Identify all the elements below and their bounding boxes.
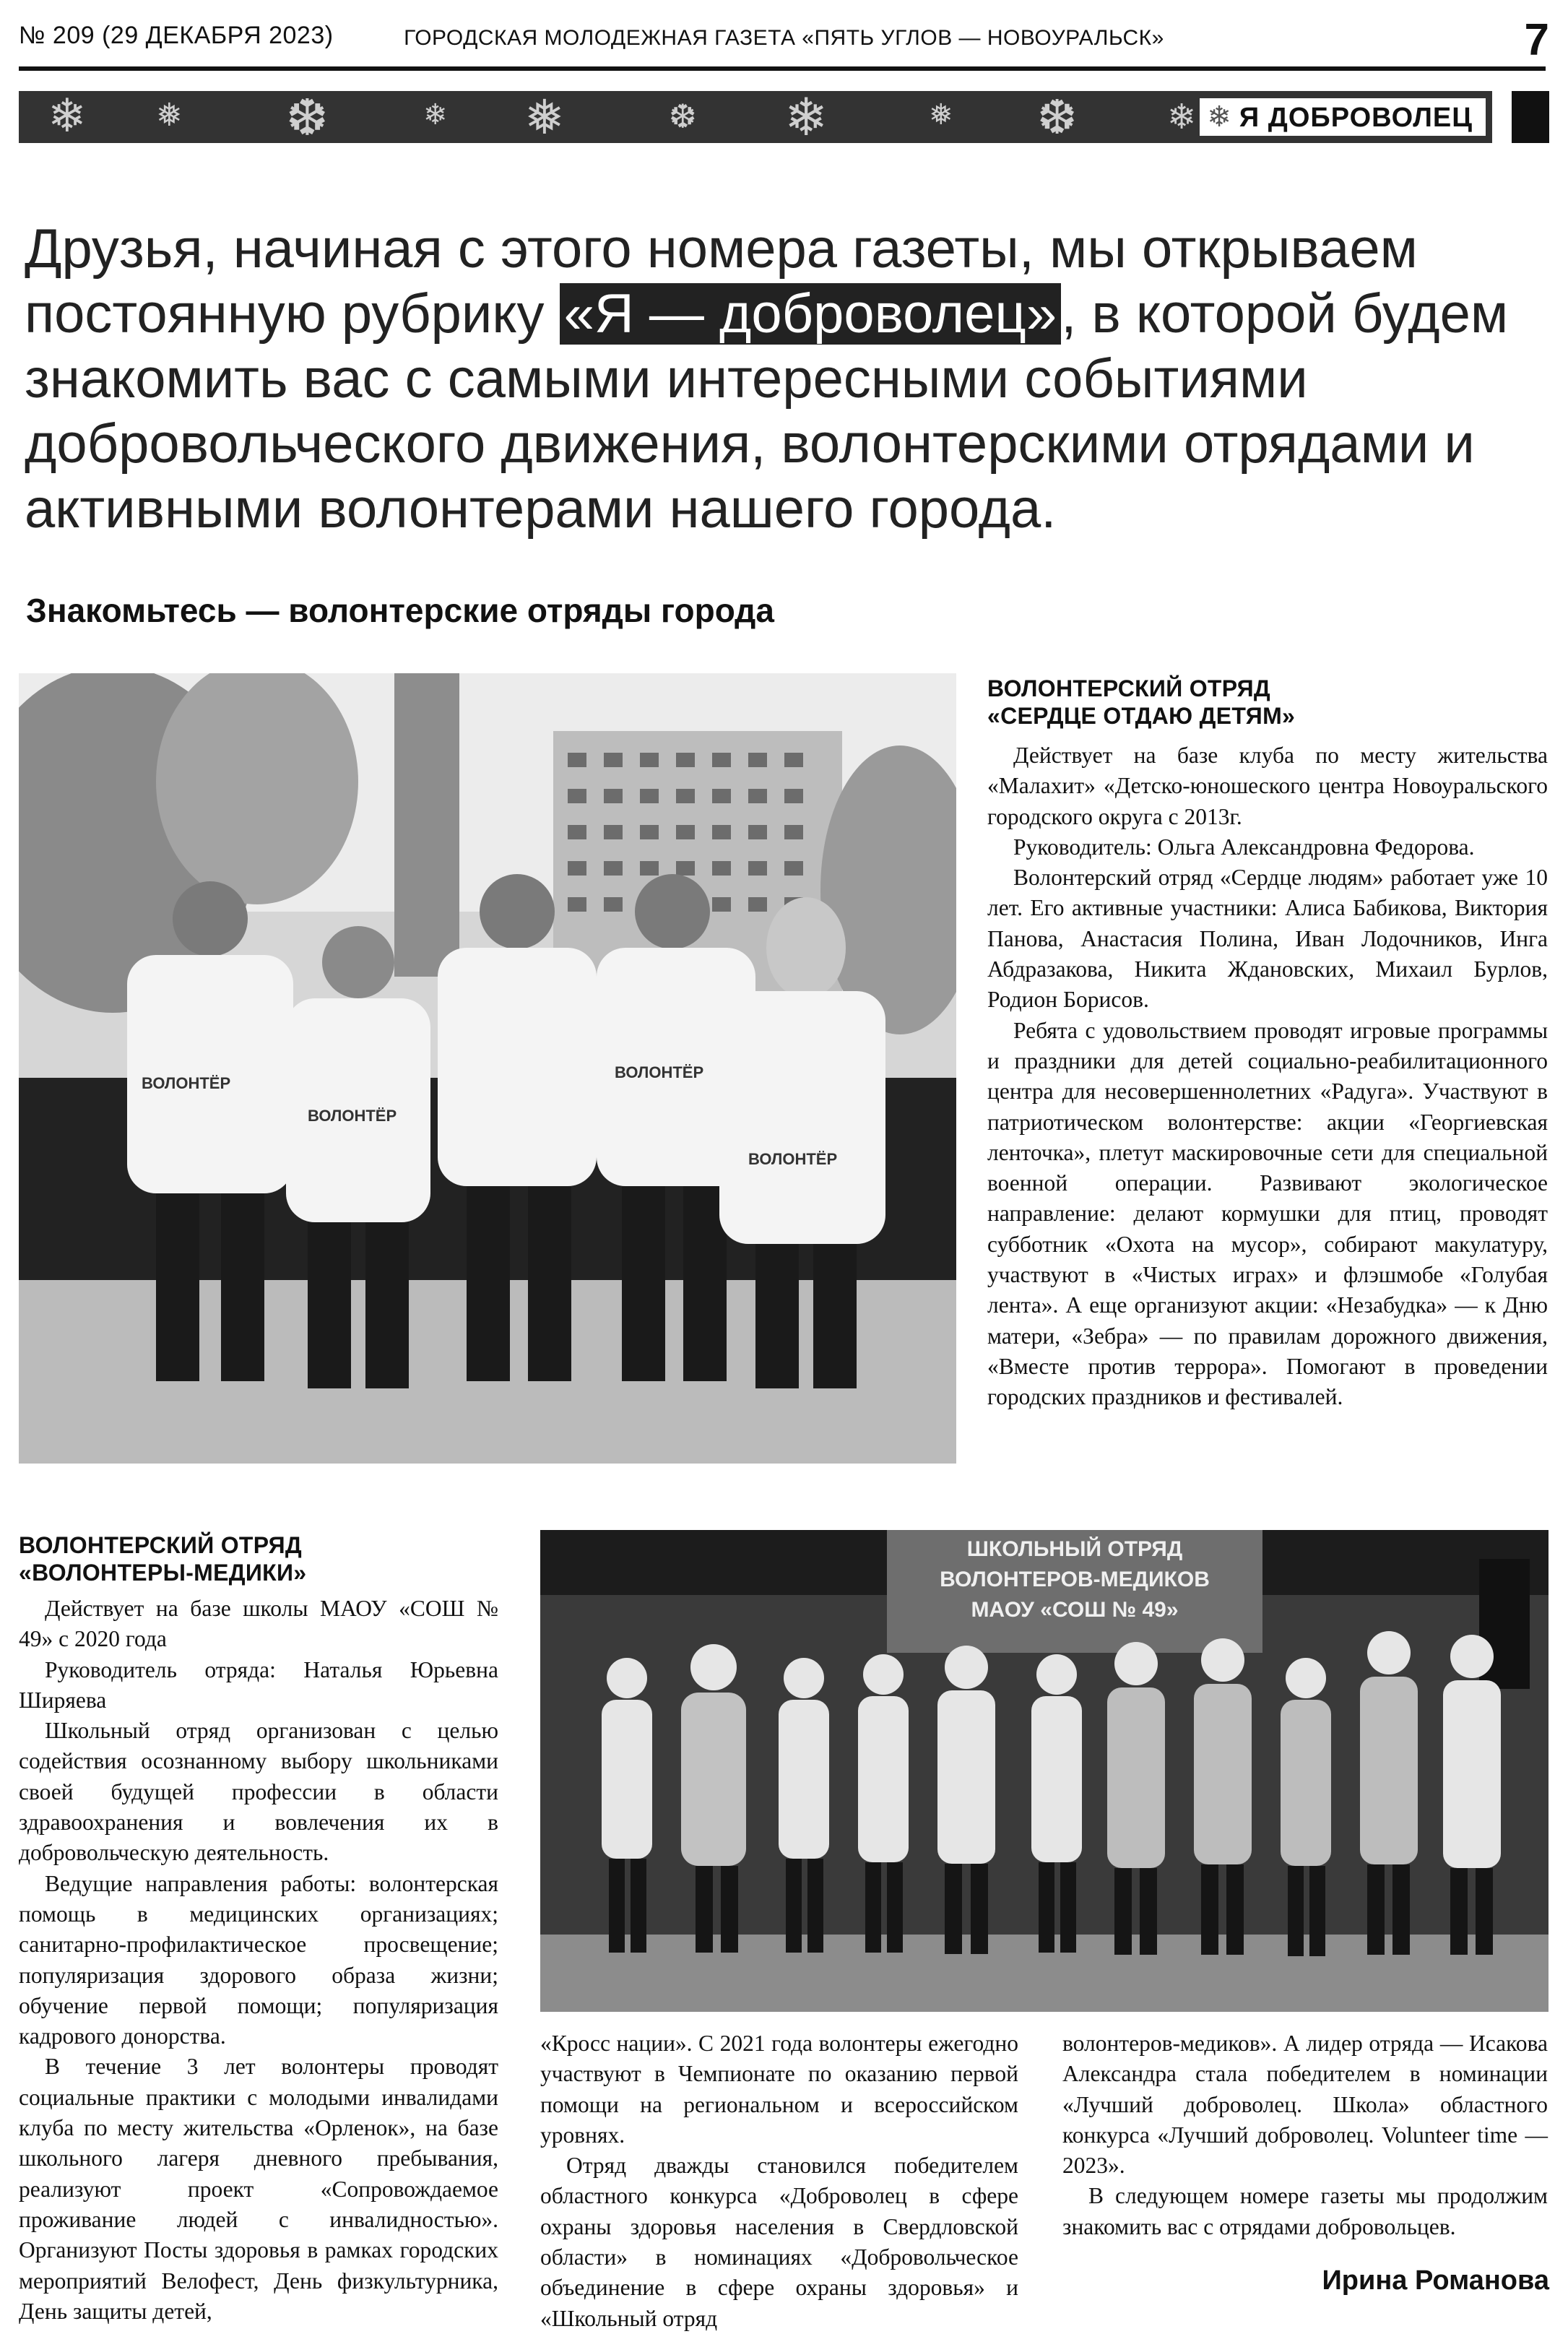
snowflake-icon: ❄ — [1207, 100, 1232, 134]
volunteers-photo-2 — [540, 1530, 1548, 2012]
section1-paragraph: Ребята с удовольствием проводят игровые программы и праздники для детей социально-реабилитационного центра для несовершеннолетних «Радуга». Участвуют в патриотическом волонтерстве: акции «Георгиевская ленточка», плетут маскировочные сети для специальной военной операции. Развивают экологическое направление: делают кормушки для птиц, проводят субботник «Охота на мусор», собирают макулатуру, участвуют в «Чистых играх» и флэшмобе «Голубая лента». А еще организуют акции: «Незабудка» — к Дню матери, «Зебра» — по правилам дорожного движения, «Вместе против террора». Помогают в проведении городских праздников и фестивалей. — [987, 1017, 1548, 1410]
volunteers-photo-1 — [19, 673, 956, 1464]
section2-heading-line1: ВОЛОНТЕРСКИЙ ОТРЯД — [19, 1532, 303, 1558]
banner-end-bar — [1512, 91, 1549, 143]
section1-heading-line2: «СЕРДЦЕ ОТДАЮ ДЕТЯМ» — [987, 703, 1296, 729]
snowflake-icon: ❄ — [784, 91, 828, 143]
vest-text: ВОЛОНТЁР — [142, 1074, 231, 1092]
section1-paragraph: Действует на базе клуба по месту жительства «Малахит» «Детско-юношеского центра Новоуральского городского округа с 2013г. — [987, 743, 1548, 829]
section2-col3-paragraph: В следующем номере газеты мы продолжим знакомить вас с отрядами добровольцев. — [1062, 2183, 1548, 2239]
section1-paragraph: Волонтерский отряд «Сердце людям» работает уже 10 лет. Его активные участники: Алиса Бабикова, Виктория Панова, Анастасия Полина, Иван Лодочников, Инга Абдразакова, Никита Ждановских, Михаил Бурлов, Родион Борисов. — [987, 865, 1548, 1013]
snowflake-icon: ❄ — [48, 91, 87, 143]
snowflake-icon: ❅ — [929, 98, 953, 131]
section2-column-1 — [19, 1594, 498, 2327]
snowflake-icon: ❅ — [156, 97, 183, 134]
snowflake-icon: ❄ — [1167, 97, 1197, 137]
section2-heading-line2: «ВОЛОНТЕРЫ-МЕДИКИ» — [19, 1560, 307, 1586]
newspaper-title: ГОРОДСКАЯ МОЛОДЕЖНАЯ ГАЗЕТА «ПЯТЬ УГЛОВ — НОВОУРАЛЬСК» — [404, 26, 1164, 50]
snowflake-icon: ❆ — [1037, 91, 1078, 143]
section2-heading — [19, 1531, 517, 1586]
section2-col3-paragraph: волонтеров-медиков». А лидер отряда — Исакова Александра стала победителем в номинации «Лучший доброволец. Школа» областного конкурса «Лучший доброволец. Volunteer time — 2023». — [1062, 2031, 1548, 2179]
section2-paragraph: Руководитель отряда: Наталья Юрьевна Ширяева — [19, 1656, 498, 1713]
snowflake-icon: ❅ — [524, 91, 565, 143]
rubric-label — [1200, 98, 1486, 136]
section2-col2-paragraph: «Кросс нации». С 2021 года волонтеры ежегодно участвуют в Чемпионате по оказанию первой помощи на региональном и всероссийском уровнях. — [540, 2031, 1018, 2148]
section1-body — [987, 740, 1548, 1413]
screen-text: ВОЛОНТЕРОВ-МЕДИКОВ — [940, 1568, 1210, 1591]
vest-text: ВОЛОНТЁР — [748, 1150, 838, 1168]
intro-lead — [25, 217, 1548, 542]
page-number: 7 — [1524, 15, 1549, 65]
section2-paragraph: В течение 3 лет волонтеры проводят социальные практики с молодыми инвалидами клуба по месту жительства «Орленок», на базе школьного лагеря дневного пребывания, реализуют проект «Сопровождаемое проживание людей с инвалидностью». Организуют Посты здоровья в рамках городских мероприятий Велофест, День физкультурника, День защиты детей, — [19, 2054, 498, 2324]
screen-text: МАОУ «СОШ № 49» — [971, 1598, 1179, 1622]
snowflake-icon: ❄ — [423, 98, 448, 131]
screen-text: ШКОЛЬНЫЙ ОТРЯД — [966, 1537, 1183, 1561]
section2-paragraph: Ведущие направления работы: волонтерская помощь в медицинских организациях; санитарно-профилактическое просвещение; популяризация здорового образа жизни; обучение первой помощи; популяризация кадрового донорства. — [19, 1870, 498, 2049]
issue-number: № 209 (29 ДЕКАБРЯ 2023) — [19, 22, 334, 49]
section2-column-2 — [540, 2028, 1018, 2334]
section2-paragraph: Школьный отряд организован с целью содействия осознанному выбору школьниками своей будущей профессии в области здравоохранения и вовлечения их в добровольческую деятельность. — [19, 1718, 498, 1866]
section-subtitle: Знакомьтесь — волонтерские отряды города — [26, 592, 774, 629]
section1-heading-line1: ВОЛОНТЕРСКИЙ ОТРЯД — [987, 675, 1271, 701]
section1-heading — [987, 675, 1551, 730]
section2-col2-paragraph: Отряд дважды становился победителем областного конкурса «Доброволец в сфере охраны здоровья населения в Свердловской области» в номинациях «Добровольческое объединение в сфере охраны здоровья» и «Школьный отряд — [540, 2153, 1018, 2331]
snowflake-icon: ❆ — [286, 91, 329, 143]
rubric-highlight: «Я — доброволец» — [560, 283, 1062, 345]
intro-text-start: Друзья, начиная с этого номера газеты, мы открываем постоянную рубрику — [25, 218, 1418, 345]
section2-column-3 — [1062, 2028, 1548, 2242]
author-signature: Ирина Романова — [1322, 2265, 1549, 2296]
header-rule — [19, 66, 1546, 71]
section1-paragraph: Руководитель: Ольга Александровна Федорова. — [1013, 834, 1475, 860]
section2-paragraph: Действует на базе школы МАОУ «СОШ № 49» с 2020 года — [19, 1596, 498, 1652]
snowflake-icon: ❆ — [669, 97, 697, 136]
vest-text: ВОЛОНТЁР — [308, 1107, 397, 1125]
vest-text: ВОЛОНТЁР — [615, 1063, 704, 1081]
rubric-title: Я ДОБРОВОЛЕЦ — [1239, 103, 1473, 133]
intro-text-end: , в которой будем знакомить вас с самыми интересными событиями добровольческого движения, волонтерскими отрядами и активными волонтерами нашего города. — [25, 283, 1509, 540]
